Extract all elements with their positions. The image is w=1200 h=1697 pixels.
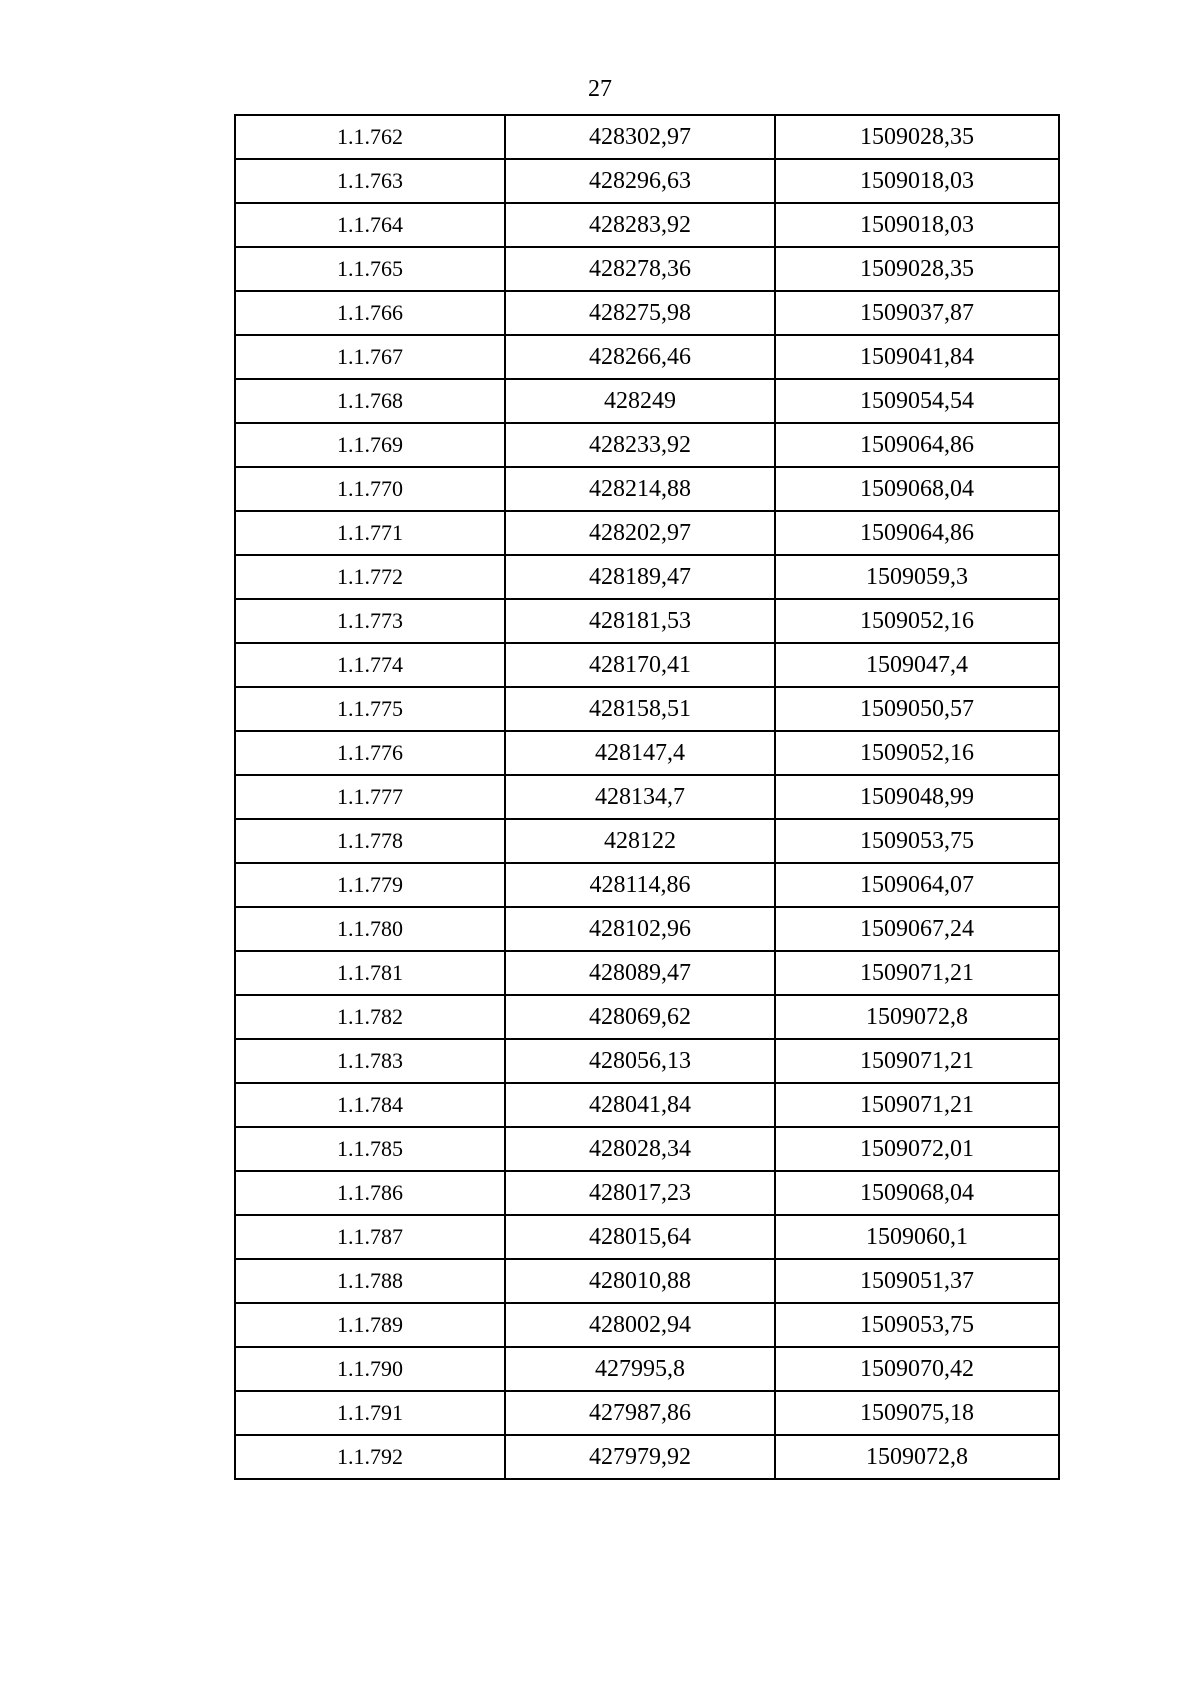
x-coordinate-cell: 427995,8 bbox=[505, 1347, 775, 1391]
y-coordinate-cell: 1509028,35 bbox=[775, 247, 1059, 291]
x-coordinate-cell: 427979,92 bbox=[505, 1435, 775, 1479]
x-coordinate-cell: 428134,7 bbox=[505, 775, 775, 819]
x-coordinate-cell: 428283,92 bbox=[505, 203, 775, 247]
x-coordinate-cell: 428028,34 bbox=[505, 1127, 775, 1171]
table-row bbox=[235, 863, 1059, 907]
y-coordinate-cell: 1509018,03 bbox=[775, 203, 1059, 247]
x-coordinate-cell: 428233,92 bbox=[505, 423, 775, 467]
table-row bbox=[235, 1435, 1059, 1479]
point-id-cell: 1.1.788 bbox=[235, 1259, 505, 1303]
table-row bbox=[235, 247, 1059, 291]
table-row bbox=[235, 907, 1059, 951]
y-coordinate-cell: 1509053,75 bbox=[775, 819, 1059, 863]
coordinates-table-body bbox=[235, 115, 1059, 1479]
y-coordinate-cell: 1509067,24 bbox=[775, 907, 1059, 951]
point-id-cell: 1.1.789 bbox=[235, 1303, 505, 1347]
coordinates-table bbox=[234, 114, 1060, 1480]
table-row bbox=[235, 599, 1059, 643]
point-id-cell: 1.1.770 bbox=[235, 467, 505, 511]
x-coordinate-cell: 428266,46 bbox=[505, 335, 775, 379]
point-id-cell: 1.1.781 bbox=[235, 951, 505, 995]
point-id-cell: 1.1.776 bbox=[235, 731, 505, 775]
point-id-cell: 1.1.771 bbox=[235, 511, 505, 555]
table-row bbox=[235, 643, 1059, 687]
y-coordinate-cell: 1509068,04 bbox=[775, 1171, 1059, 1215]
x-coordinate-cell: 428015,64 bbox=[505, 1215, 775, 1259]
point-id-cell: 1.1.792 bbox=[235, 1435, 505, 1479]
x-coordinate-cell: 428041,84 bbox=[505, 1083, 775, 1127]
y-coordinate-cell: 1509052,16 bbox=[775, 599, 1059, 643]
point-id-cell: 1.1.769 bbox=[235, 423, 505, 467]
point-id-cell: 1.1.778 bbox=[235, 819, 505, 863]
y-coordinate-cell: 1509041,84 bbox=[775, 335, 1059, 379]
x-coordinate-cell: 428017,23 bbox=[505, 1171, 775, 1215]
x-coordinate-cell: 428102,96 bbox=[505, 907, 775, 951]
point-id-cell: 1.1.780 bbox=[235, 907, 505, 951]
x-coordinate-cell: 428214,88 bbox=[505, 467, 775, 511]
table-row bbox=[235, 1039, 1059, 1083]
y-coordinate-cell: 1509075,18 bbox=[775, 1391, 1059, 1435]
table-row bbox=[235, 467, 1059, 511]
x-coordinate-cell: 428069,62 bbox=[505, 995, 775, 1039]
y-coordinate-cell: 1509028,35 bbox=[775, 115, 1059, 159]
table-row bbox=[235, 775, 1059, 819]
point-id-cell: 1.1.768 bbox=[235, 379, 505, 423]
table-row bbox=[235, 1391, 1059, 1435]
table-row bbox=[235, 1215, 1059, 1259]
point-id-cell: 1.1.783 bbox=[235, 1039, 505, 1083]
point-id-cell: 1.1.767 bbox=[235, 335, 505, 379]
table-row bbox=[235, 1347, 1059, 1391]
point-id-cell: 1.1.765 bbox=[235, 247, 505, 291]
x-coordinate-cell: 428302,97 bbox=[505, 115, 775, 159]
page-number: 27 bbox=[588, 76, 612, 102]
table-row bbox=[235, 951, 1059, 995]
x-coordinate-cell: 428002,94 bbox=[505, 1303, 775, 1347]
y-coordinate-cell: 1509047,4 bbox=[775, 643, 1059, 687]
table-row bbox=[235, 555, 1059, 599]
y-coordinate-cell: 1509059,3 bbox=[775, 555, 1059, 599]
point-id-cell: 1.1.786 bbox=[235, 1171, 505, 1215]
table-row bbox=[235, 1127, 1059, 1171]
x-coordinate-cell: 428056,13 bbox=[505, 1039, 775, 1083]
x-coordinate-cell: 428296,63 bbox=[505, 159, 775, 203]
table-row bbox=[235, 819, 1059, 863]
y-coordinate-cell: 1509072,01 bbox=[775, 1127, 1059, 1171]
x-coordinate-cell: 428122 bbox=[505, 819, 775, 863]
y-coordinate-cell: 1509071,21 bbox=[775, 951, 1059, 995]
y-coordinate-cell: 1509053,75 bbox=[775, 1303, 1059, 1347]
y-coordinate-cell: 1509068,04 bbox=[775, 467, 1059, 511]
x-coordinate-cell: 428278,36 bbox=[505, 247, 775, 291]
x-coordinate-cell: 428181,53 bbox=[505, 599, 775, 643]
y-coordinate-cell: 1509064,07 bbox=[775, 863, 1059, 907]
table-row bbox=[235, 115, 1059, 159]
y-coordinate-cell: 1509064,86 bbox=[775, 423, 1059, 467]
point-id-cell: 1.1.774 bbox=[235, 643, 505, 687]
point-id-cell: 1.1.766 bbox=[235, 291, 505, 335]
x-coordinate-cell: 428010,88 bbox=[505, 1259, 775, 1303]
y-coordinate-cell: 1509048,99 bbox=[775, 775, 1059, 819]
table-row bbox=[235, 291, 1059, 335]
point-id-cell: 1.1.782 bbox=[235, 995, 505, 1039]
y-coordinate-cell: 1509054,54 bbox=[775, 379, 1059, 423]
table-row bbox=[235, 995, 1059, 1039]
y-coordinate-cell: 1509037,87 bbox=[775, 291, 1059, 335]
y-coordinate-cell: 1509071,21 bbox=[775, 1039, 1059, 1083]
table-row bbox=[235, 731, 1059, 775]
point-id-cell: 1.1.784 bbox=[235, 1083, 505, 1127]
y-coordinate-cell: 1509018,03 bbox=[775, 159, 1059, 203]
point-id-cell: 1.1.790 bbox=[235, 1347, 505, 1391]
point-id-cell: 1.1.763 bbox=[235, 159, 505, 203]
point-id-cell: 1.1.787 bbox=[235, 1215, 505, 1259]
point-id-cell: 1.1.777 bbox=[235, 775, 505, 819]
point-id-cell: 1.1.785 bbox=[235, 1127, 505, 1171]
x-coordinate-cell: 427987,86 bbox=[505, 1391, 775, 1435]
x-coordinate-cell: 428275,98 bbox=[505, 291, 775, 335]
table-row bbox=[235, 159, 1059, 203]
table-row bbox=[235, 203, 1059, 247]
table-row bbox=[235, 1303, 1059, 1347]
table-row bbox=[235, 687, 1059, 731]
y-coordinate-cell: 1509070,42 bbox=[775, 1347, 1059, 1391]
table-row bbox=[235, 335, 1059, 379]
y-coordinate-cell: 1509071,21 bbox=[775, 1083, 1059, 1127]
x-coordinate-cell: 428202,97 bbox=[505, 511, 775, 555]
x-coordinate-cell: 428114,86 bbox=[505, 863, 775, 907]
point-id-cell: 1.1.762 bbox=[235, 115, 505, 159]
x-coordinate-cell: 428147,4 bbox=[505, 731, 775, 775]
point-id-cell: 1.1.772 bbox=[235, 555, 505, 599]
y-coordinate-cell: 1509072,8 bbox=[775, 995, 1059, 1039]
x-coordinate-cell: 428158,51 bbox=[505, 687, 775, 731]
x-coordinate-cell: 428189,47 bbox=[505, 555, 775, 599]
table-row bbox=[235, 379, 1059, 423]
x-coordinate-cell: 428249 bbox=[505, 379, 775, 423]
table-row bbox=[235, 1083, 1059, 1127]
point-id-cell: 1.1.775 bbox=[235, 687, 505, 731]
table-row bbox=[235, 511, 1059, 555]
y-coordinate-cell: 1509064,86 bbox=[775, 511, 1059, 555]
x-coordinate-cell: 428089,47 bbox=[505, 951, 775, 995]
point-id-cell: 1.1.779 bbox=[235, 863, 505, 907]
x-coordinate-cell: 428170,41 bbox=[505, 643, 775, 687]
table-row bbox=[235, 1259, 1059, 1303]
table-row bbox=[235, 423, 1059, 467]
table-row bbox=[235, 1171, 1059, 1215]
point-id-cell: 1.1.773 bbox=[235, 599, 505, 643]
point-id-cell: 1.1.764 bbox=[235, 203, 505, 247]
y-coordinate-cell: 1509050,57 bbox=[775, 687, 1059, 731]
y-coordinate-cell: 1509052,16 bbox=[775, 731, 1059, 775]
y-coordinate-cell: 1509051,37 bbox=[775, 1259, 1059, 1303]
y-coordinate-cell: 1509060,1 bbox=[775, 1215, 1059, 1259]
y-coordinate-cell: 1509072,8 bbox=[775, 1435, 1059, 1479]
point-id-cell: 1.1.791 bbox=[235, 1391, 505, 1435]
